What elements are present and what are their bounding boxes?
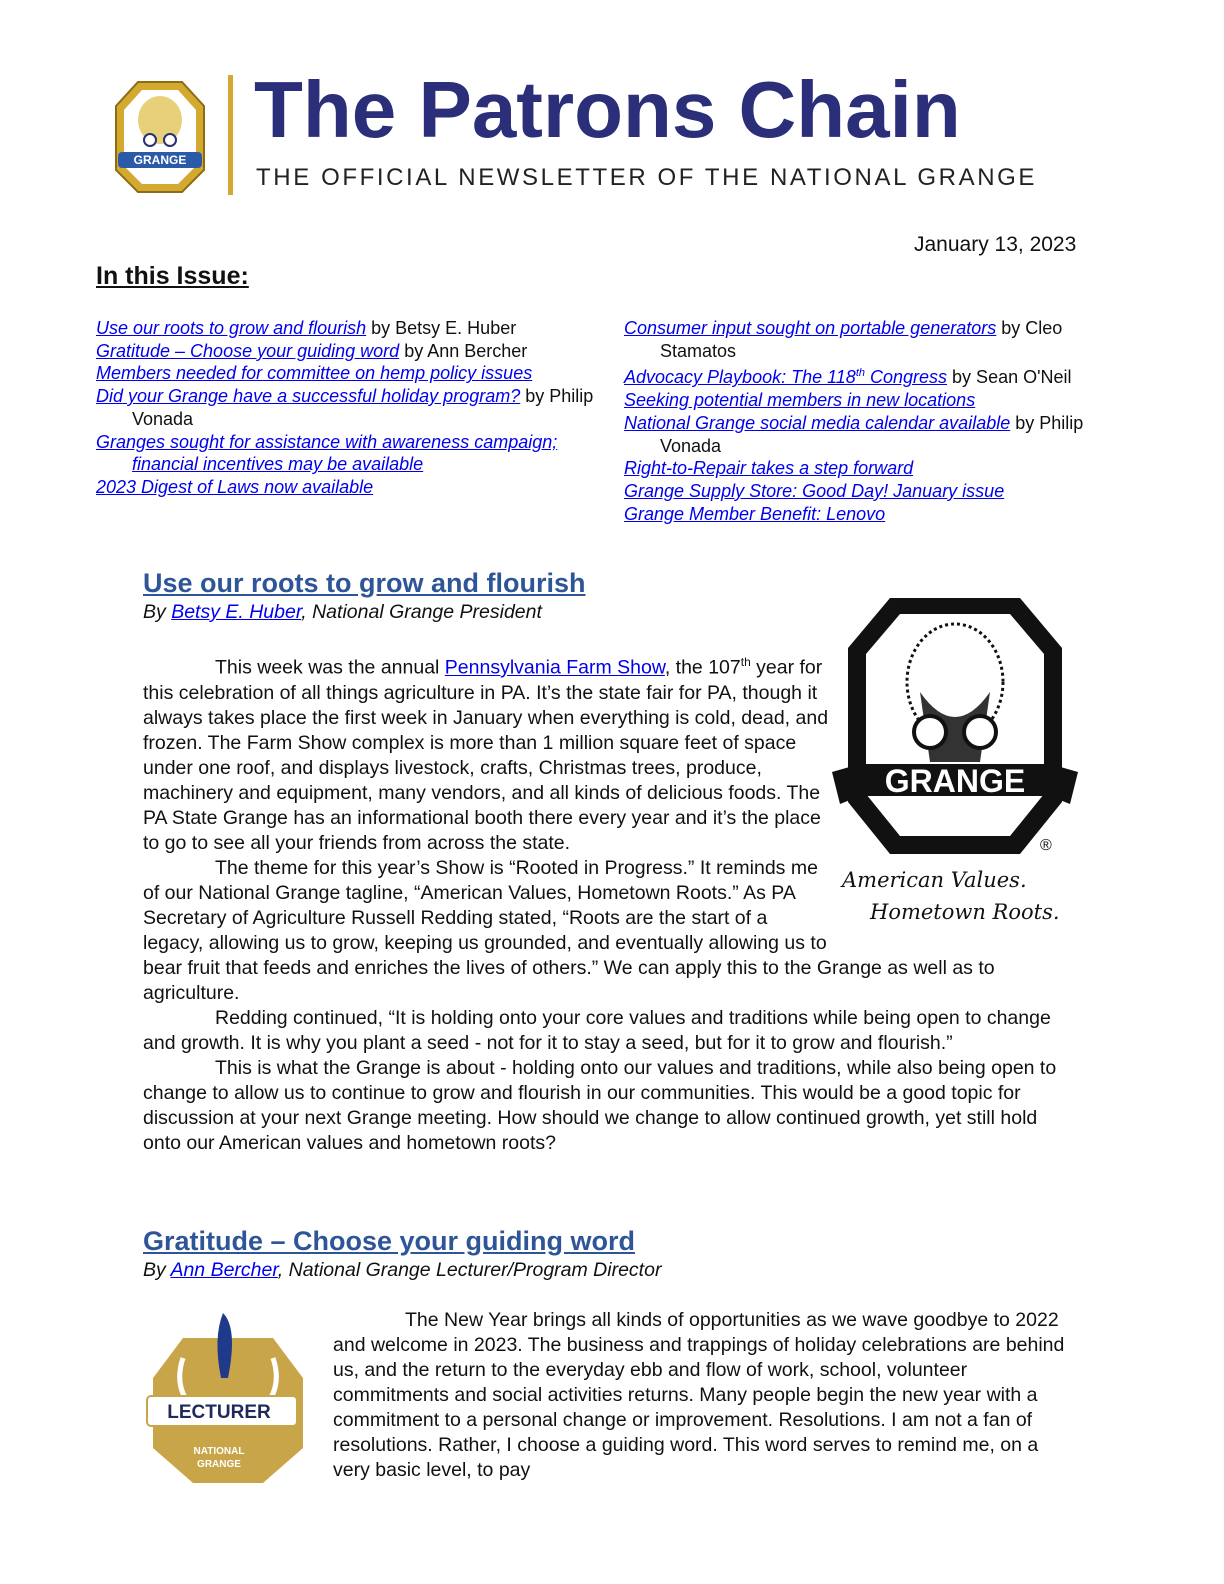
toc-author: by Ann Bercher xyxy=(399,340,528,361)
newsletter-subtitle: THE OFFICIAL NEWSLETTER OF THE NATIONAL GRANGE xyxy=(256,164,1038,191)
article-title[interactable]: Gratitude – Choose your guiding word xyxy=(143,1226,636,1256)
toc-link[interactable]: Members needed for committee on hemp policy issues xyxy=(96,363,533,384)
grange-logo xyxy=(110,78,210,196)
author-link[interactable]: Betsy E. Huber xyxy=(171,601,302,623)
issue-date: January 13, 2023 xyxy=(914,233,1077,256)
toc-author: by Sean O'Neil xyxy=(947,367,1072,388)
toc-heading: In this Issue: xyxy=(96,262,249,290)
paragraph-text: year for this celebration of all things agriculture in PA. It’s the state fair for PA, though it always takes place the first week in January when everything is cold, dead, and frozen. The Farm Show complex is more than 1 million square feet of space under one roof, and displays livestock, crafts, Christmas trees, produce, machinery and equipment, many vendors, and all kinds of delicious foods. The PA State Grange has an informational booth there every year and it’s the place to go to see all your friends from across the state. xyxy=(143,656,829,854)
toc-link[interactable]: National Grange social media calendar available xyxy=(624,412,1011,433)
toc-item xyxy=(96,431,596,476)
svg-text:GRANGE: GRANGE xyxy=(197,1459,241,1470)
toc-link[interactable]: Granges sought for assistance with awareness campaign; financial incentives may be available xyxy=(96,431,558,475)
toc-item xyxy=(624,457,1084,480)
tagline-hometown-roots: Hometown Roots. xyxy=(870,900,1060,924)
tagline-american-values: American Values. xyxy=(842,868,1027,892)
toc-author: by Philip Vonada xyxy=(660,412,1084,456)
toc-right-column xyxy=(624,317,1084,525)
article-title[interactable]: Use our roots to grow and flourish xyxy=(143,568,586,598)
toc-link[interactable]: Consumer input sought on portable generators xyxy=(624,318,997,338)
article-paragraph: Redding continued, “It is holding onto your core values and traditions while being open to change and growth. It is why you plant a seed - not for it to stay a seed, but for it to grow and flourish.” xyxy=(143,1006,1051,1054)
toc-link-sup: th xyxy=(855,367,865,380)
svg-text:GRANGE: GRANGE xyxy=(884,763,1026,799)
toc-author: by Betsy E. Huber xyxy=(366,318,517,338)
toc-link[interactable]: Gratitude – Choose your guiding word xyxy=(96,340,400,361)
toc-link[interactable]: 2023 Digest of Laws now available xyxy=(96,476,374,497)
author-link[interactable]: Ann Bercher xyxy=(170,1259,278,1281)
byline-prefix: By xyxy=(143,1259,171,1281)
toc-author: by Philip Vonada xyxy=(132,386,594,429)
toc-link[interactable]: Grange Supply Store: Good Day! January issue xyxy=(624,480,1005,501)
toc-left-column xyxy=(96,317,596,499)
toc-link-text: Congress xyxy=(865,367,948,388)
byline-prefix: By xyxy=(143,601,172,623)
paragraph-text: This week was the annual xyxy=(215,656,445,679)
grange-emblem xyxy=(830,592,1080,937)
toc-item xyxy=(624,503,1084,526)
toc-link[interactable]: Right-to-Repair takes a step forward xyxy=(624,458,914,479)
article-gratitude xyxy=(143,1224,1070,1508)
article-paragraph: This is what the Grange is about - holding onto our values and traditions, while also being open to change to allow us to continue to grow and flourish in our communities. This would be a good topic for discussion at your next Grange meeting. How should we change to allow continued growth, yet still hold onto our American values and hometown roots? xyxy=(143,1056,1057,1154)
farm-show-link[interactable]: Pennsylvania Farm Show xyxy=(444,656,665,679)
toc-link[interactable]: Seeking potential members in new locations xyxy=(624,390,976,411)
grange-emblem-logo xyxy=(830,592,1080,872)
toc-item xyxy=(96,362,596,385)
toc-link[interactable]: Grange Member Benefit: Lenovo xyxy=(624,503,886,524)
article-roots xyxy=(143,566,1070,1156)
toc-link-text: Advocacy Playbook: The 118 xyxy=(624,367,856,388)
toc-item xyxy=(96,340,596,363)
toc-item xyxy=(624,412,1084,457)
toc-author: by Cleo Stamatos xyxy=(660,318,1063,361)
svg-text:®: ® xyxy=(1040,837,1052,854)
toc-item xyxy=(624,480,1084,503)
author-role: , National Grange Lecturer/Program Director xyxy=(277,1259,662,1281)
paragraph-text: , the 107 xyxy=(664,656,741,679)
svg-text:LECTURER: LECTURER xyxy=(167,1402,271,1423)
svg-text:NATIONAL: NATIONAL xyxy=(193,1446,245,1457)
toc-item xyxy=(96,317,596,340)
lecturer-badge-logo xyxy=(143,1308,313,1488)
masthead-divider xyxy=(228,75,233,195)
toc-link[interactable]: Did your Grange have a successful holiday program? xyxy=(96,386,521,407)
author-role: , National Grange President xyxy=(301,601,542,623)
toc-item xyxy=(624,317,1084,362)
toc-link[interactable] xyxy=(624,367,947,387)
article-byline xyxy=(143,1258,1070,1282)
superscript: th xyxy=(740,655,751,669)
toc-link[interactable]: Use our roots to grow and flourish xyxy=(96,318,367,338)
lecturer-badge xyxy=(143,1308,333,1508)
article-paragraph: The theme for this year’s Show is “Rooted in Progress.” It reminds me of our National Grange tagline, “American Values, Hometown Roots.” As PA Secretary of Agriculture Russell Redding stated, “Roots are the start of a legacy, allowing us to grow, keeping us grounded, and eventually allowing us to bear fruit that feeds and enriches the lives of others.” We can apply this to the Grange as well as to agriculture. xyxy=(143,856,995,1004)
newsletter-title: The Patrons Chain xyxy=(254,65,961,154)
toc-item xyxy=(624,389,1084,412)
toc-item xyxy=(624,362,1084,389)
svg-text:GRANGE: GRANGE xyxy=(133,153,187,167)
toc-item xyxy=(96,476,596,499)
article-paragraph: The New Year brings all kinds of opportunities as we wave goodbye to 2022 and welcome in 2023. The business and trappings of holiday celebrations are behind us, and the return to the everyday ebb and flow of work, school, volunteer commitments and social activities returns. Many people begin the new year with a commitment to a personal change or improvement. Resolutions. I am not a fan of resolutions. Rather, I choose a guiding word. This word serves to remind me, on a very basic level, to pay xyxy=(333,1309,1065,1481)
toc-item xyxy=(96,385,596,430)
